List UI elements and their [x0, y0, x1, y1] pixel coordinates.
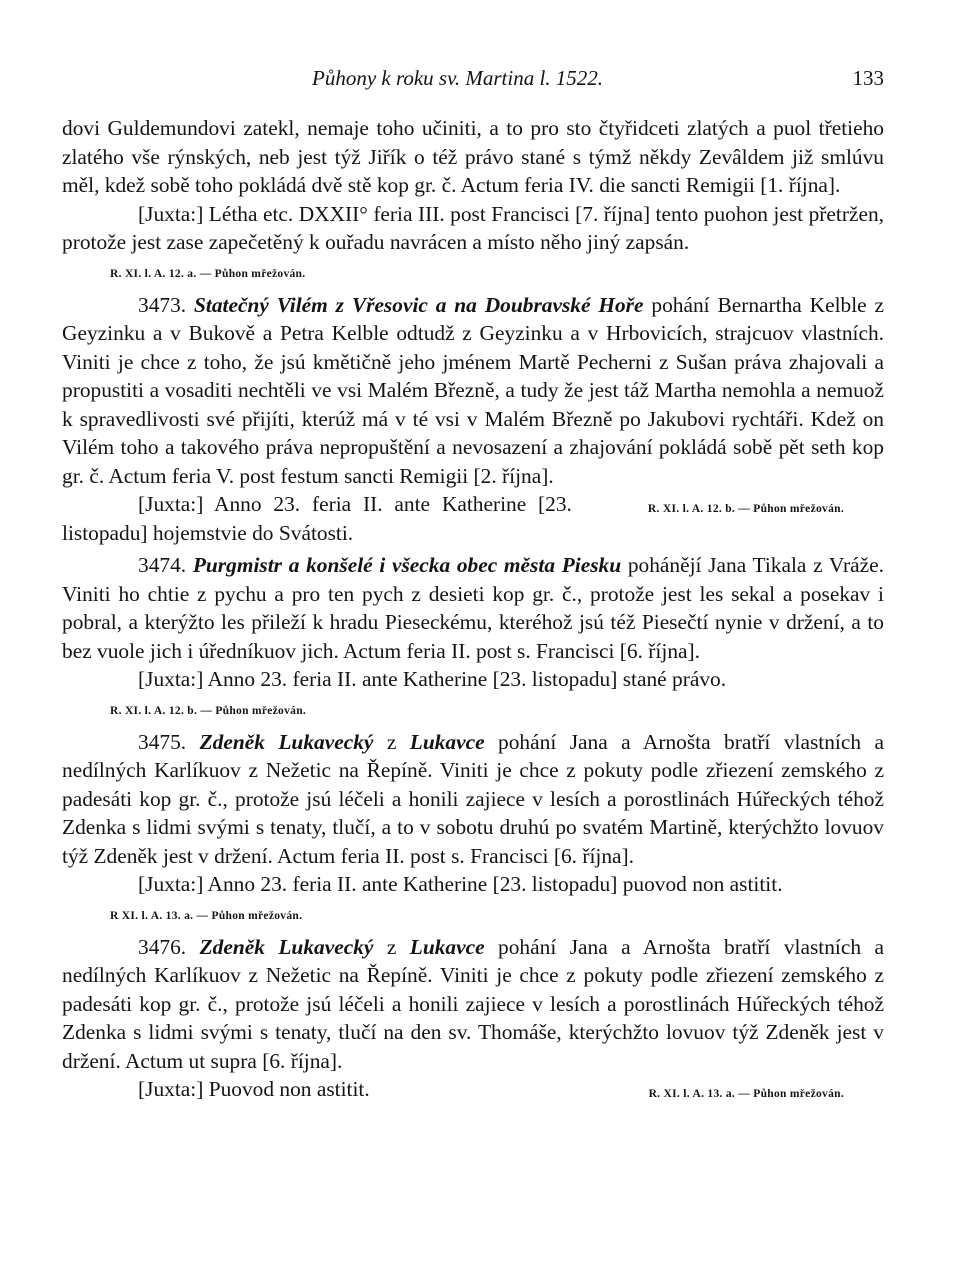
entry-3474: [62, 551, 884, 724]
entry-paragraph: [62, 551, 884, 665]
entry-plaintiff-place: Lukavce: [409, 729, 485, 754]
source-note: R. XI. l. A. 13. a. — Půhon mřežován.: [648, 1088, 844, 1100]
entry-number: 3474.: [138, 553, 187, 577]
source-note: R. XI. l. A. 12. b. — Půhon mřežován.: [647, 503, 844, 515]
entry-plaintiff: Purgmistr a konšelé i všecka obec města Piesku: [192, 553, 622, 577]
page-number: 133: [852, 66, 884, 90]
continuation-paragraph: dovi Guldemundovi zatekl, nemaje toho učiniti, a to pro sto čtyřidceti zlatých a puol třetieho zlatého vše rýnských, neb jest týž Jiřík o též právo stané s týmž někdy Zevâldem již smlúvu měl, kdež sobě toho pokládá dvě stě kop gr. č. Actum feria IV. die sancti Remigii [1. října].: [62, 116, 884, 197]
entry-paragraph: [62, 291, 884, 491]
entry-juxta: R. XI. l. A. 12. b. — Půhon mřežován. [Juxta:] Anno 23. feria II. ante Katherine [23. listopadu] hojemstvie do Svátosti.: [62, 492, 844, 545]
entry-paragraph: 3476. Zdeněk Lukavecký z Lukavce pohání Jana a Arnošta bratří vlastních a nedílných Karlíkuov z Nežetic na Řepíně. Viniti je chce z pokuty podle zřiezení zemského z padesáti kop gr. č., protože jsú léčeli a honili zajiece v lesích a porostlinách Húřeckých téhož Zdenka s lidmi svými s tenaty, tlučí na den sv. Thomáše, kterýchžto lovuov týž Zdeněk jest v držení. Actum ut supra [6. října].: [62, 934, 884, 1073]
entry-number: 3473.: [138, 292, 187, 317]
entry-text: pohánějí Jana Tikala z Vráže. Viniti ho chtie z pychu a pro ten pych z desieti kop gr. č., protože jest les sekal a posekav i pobral, a kterýžto les přileží k hradu Pieseckému, kteréhož jsú též Piesečtí nynie v držení, a to bez vuole jich i úředníkuov jich. Actum feria II. post s. Francisci [6. října].: [62, 553, 884, 663]
running-title: Půhony k roku sv. Martina l. 1522.: [312, 66, 604, 90]
running-header: [62, 66, 884, 98]
entry-plaintiff: Zdeněk Lukavecký: [199, 934, 374, 959]
entry-3475: [62, 728, 884, 929]
entry-plaintiff-place: Lukavce: [409, 934, 485, 959]
continuation-source: [62, 257, 884, 287]
source-note: R XI. l. A. 13. a. — Půhon mřežován.: [110, 909, 303, 922]
entry-source: [62, 899, 884, 929]
entry-text: pohání Jana a Arnošta bratří vlastních a nedílných Karlíkuov z Nežetic na Řepíně. Viniti je chce z pokuty podle zřiezení zemského z padesáti kop gr. č., protože jsú léčeli a honili zajiece v lesích a porostlinách Húřeckých téhož Zdenka s lidmi svými s tenaty, tlučí, a to v sobotu druhú po svatém Martině, kterýchžto lovuov týž Zdeněk jest v držení. Actum feria II. post s. Francisci [6. října].: [62, 729, 884, 868]
entry-plaintiff: Statečný Vilém z Vřesovic a na Doubravské Hoře: [194, 292, 644, 317]
entry-juxta: [Juxta:] Anno 23. feria II. ante Katherine [23. listopadu] puovod non astitit.: [138, 872, 783, 896]
entry-number: 3475.: [138, 729, 187, 754]
entry-plaintiff: Zdeněk Lukavecký: [199, 729, 374, 754]
entry-juxta: [Juxta:] Anno 23. feria II. ante Katherine [23. listopadu] stané právo.: [138, 667, 727, 691]
entry-juxta: R. XI. l. A. 13. a. — Půhon mřežován. [Juxta:] Puovod non astitit.: [62, 1075, 884, 1104]
entry-number: 3476.: [138, 934, 187, 959]
entry-source: [62, 694, 884, 724]
entry-3473: [62, 291, 884, 548]
source-note: R. XI. l. A. 12. a. — Půhon mřežován.: [110, 267, 306, 280]
entry-paragraph: 3475. Zdeněk Lukavecký z Lukavce pohání Jana a Arnošta bratří vlastních a nedílných Karlíkuov z Nežetic na Řepíně. Viniti je chce z pokuty podle zřiezení zemského z padesáti kop gr. č., protože jsú léčeli a honili zajiece v lesích a porostlinách Húřeckých téhož Zdenka s lidmi svými s tenaty, tlučí, a to v sobotu druhú po svatém Martině, kterýchžto lovuov týž Zdeněk jest v držení. Actum feria II. post s. Francisci [6. října].: [62, 729, 884, 868]
entry-3476: [62, 933, 884, 1104]
entry-text: pohání Jana a Arnošta bratří vlastních a nedílných Karlíkuov z Nežetic na Řepíně. Viniti je chce z pokuty podle zřiezení zemského z padesáti kop gr. č., protože jsú léčeli a honili zajiece v lesích a porostlinách Húřeckých téhož Zdenka s lidmi svými s tenaty, tlučí na den sv. Thomáše, kterýchžto lovuov týž Zdeněk jest v držení. Actum ut supra [6. října].: [62, 934, 884, 1073]
entry-text: pohání Bernartha Kelble z Geyzinku a v Bukově a Petra Kelble odtudž z Geyzinku a v Hrbovicích, strajcuov vlastních. Viniti je chce z toho, že jsú kmětičně jeho jménem Martě Pecherni z Sušan práva zhajovali a propustiti a vosaditi nechtěli ve vsi Malém Březně, a tudy že jest táž Martha nemohla a nemuož k spravedlivosti své přijíti, kterúž má v té vsi v Malém Březně po Jakubovi rychtáři. Kdež on Vilém toho a takového práva nepropuštění a nevosazení a zhajování pokládá sobě pět seth kop gr. č. Actum feria V. post festum sancti Remigii [2. října].: [62, 292, 884, 488]
source-note: R. XI. l. A. 12. b. — Půhon mřežován.: [110, 704, 307, 717]
text-body: [62, 114, 884, 1109]
continuation-juxta: [Juxta:] Létha etc. DXXII° feria III. post Francisci [7. října] tento puohon jest přetržen, protože jest zase zapečetěný k ouřadu navrácen a místo něho jiný zapsán.: [62, 201, 884, 254]
